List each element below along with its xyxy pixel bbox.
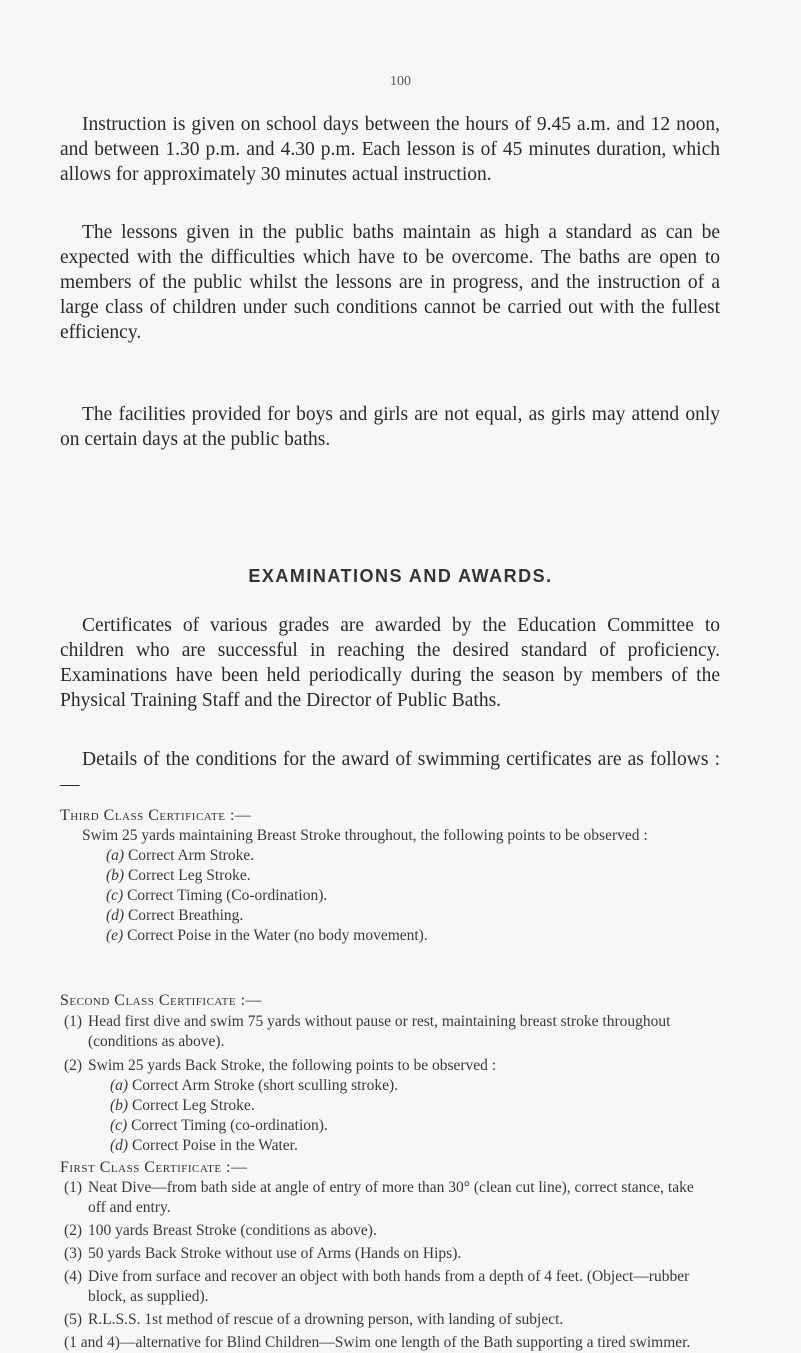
third-class-title: Third Class Certificate :—: [60, 807, 252, 824]
paragraph-facilities: The facilities provided for boys and girls are not equal, as girls may attend only on certain days at the public baths.: [60, 404, 720, 450]
list-item: (e) Correct Poise in the Water (no body movement).: [106, 927, 428, 944]
paragraph-certificates: Certificates of various grades are awarded by the Education Committee to children who are successful in reaching the desired standard of proficiency. Examinations have been held periodically during the season by members of the Physical Training Staff and the Director of Public Baths.: [60, 615, 720, 711]
section-heading-examinations: EXAMINATIONS AND AWARDS.: [248, 566, 553, 586]
list-item: (3) 50 yards Back Stroke without use of Arms (Hands on Hips).: [64, 1245, 462, 1262]
list-item: (2) Swim 25 yards Back Stroke, the following points to be observed :: [64, 1057, 497, 1074]
list-item: (4) Dive from surface and recover an object with both hands from a depth of 4 feet. (Object—rubber block, as supplied).: [64, 1268, 690, 1305]
list-item: (1 and 4)—alternative for Blind Children—Swim one length of the Bath supporting a tired swimmer.: [64, 1334, 691, 1351]
third-class-points: [82, 846, 712, 946]
list-item: (a) Correct Arm Stroke.: [106, 847, 255, 864]
list-item: (1) Head first dive and swim 75 yards without pause or rest, maintaining breast stroke throughout (conditions as above).: [64, 1013, 671, 1050]
list-item: (a) Correct Arm Stroke (short sculling stroke).: [110, 1077, 398, 1094]
paragraph-instruction-hours: Instruction is given on school days between the hours of 9.45 a.m. and 12 noon, and between 1.30 p.m. and 4.30 p.m. Each lesson is of 45 minutes duration, which allows for approximately 30 minutes actual instruction.: [60, 114, 720, 185]
list-item: (c) Correct Timing (Co-ordination).: [106, 887, 328, 904]
second-class-points: [64, 1076, 714, 1156]
paragraph-public-baths: The lessons given in the public baths maintain as high a standard as can be expected with the difficulties which have to be overcome. The baths are open to members of the public whilst the lessons are in progress, and the instruction of a large class of children under such conditions cannot be carried out with the fullest efficiency.: [60, 222, 720, 343]
list-item: (b) Correct Leg Stroke.: [110, 1097, 255, 1114]
second-class-block: [64, 1012, 714, 1156]
list-item: (c) Correct Timing (co-ordination).: [110, 1117, 328, 1134]
first-class-title: First Class Certificate :—: [60, 1159, 248, 1176]
list-item: (5) R.L.S.S. 1st method of rescue of a drowning person, with landing of subject.: [64, 1311, 564, 1328]
list-item: (b) Correct Leg Stroke.: [106, 867, 251, 884]
list-item: (2) 100 yards Breast Stroke (conditions as above).: [64, 1222, 377, 1239]
paragraph-details: Details of the conditions for the award of swimming certificates are as follows :—: [60, 749, 720, 795]
third-class-intro: Swim 25 yards maintaining Breast Stroke throughout, the following points to be observed :: [82, 827, 648, 844]
first-class-block: [64, 1178, 714, 1353]
list-item: (d) Correct Poise in the Water.: [110, 1137, 298, 1154]
list-item: (d) Correct Breathing.: [106, 907, 244, 924]
page-number: 100: [390, 74, 411, 89]
list-item: (1) Neat Dive—from bath side at angle of entry of more than 30° (clean cut line), correct stance, take off and entry.: [64, 1179, 694, 1216]
third-class-block: [82, 826, 712, 946]
second-class-title: Second Class Certificate :—: [60, 992, 263, 1009]
